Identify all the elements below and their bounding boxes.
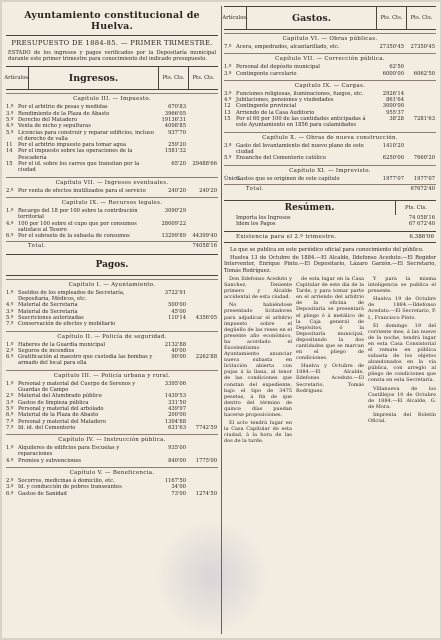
intro-paragraph: ESTADO de los ingresos y pagos verificados por la Depositaría municipal durante este primer trimestre para conocimiento del indicado presupuesto. — [8, 50, 216, 63]
announcement-paragraph: No habiéndose presentado licitadores para adjudicar el arbitrio impuesto sobre el degüello de las reses en el presente año económico, ha acordado el Excelentísimo Ayuntamiento anunciar nueva subasta en licitación abierta con pujas á la llana, al tenor de las condiciones que constan del expediente, bajo el tipo de 3475 pesetas, á fin de que dentro del término de quince días puedan hacerse proposiciones. — [224, 302, 292, 418]
chapter-heading: Capítulo IX. — Recursos legales. — [6, 197, 218, 206]
table-row — [6, 130, 218, 143]
chapter-total: 7281'63 — [413, 116, 435, 123]
item-description: Suscriciones autorizadas — [18, 314, 84, 321]
item-description: Premios y subvenciones — [18, 457, 82, 464]
table-row — [224, 71, 436, 77]
article-number: 12 — [224, 103, 231, 110]
chapter-heading: Capítulo X. — Obras de nueva construcción. — [224, 132, 436, 141]
partial-amount: 935'00 — [168, 445, 186, 452]
article-number: 7.º — [6, 321, 14, 328]
item-description: Derecho del Matadero — [18, 117, 78, 123]
certification-signatures: Huelva 13 de Octubre de 1884.—El Alcalde, Ildefonso Aceduto.—El Regidor Interventor, Enrique Pinto.—El Depositario, Lázaro Garzón.—El Secretario, Tomás Rodríguez. — [224, 255, 436, 274]
partial-amount: 500'00 — [168, 302, 186, 309]
partial-amount: 840'00 — [168, 457, 186, 464]
page-title: Ayuntamiento constitucional de Huelva. — [24, 10, 200, 32]
existencia-label: Existencia para el 2.º trimestre. — [236, 233, 337, 240]
article-number: 15 — [224, 116, 231, 123]
item-description: Material de Secretaría — [18, 308, 78, 315]
article-number: 13 — [224, 109, 231, 116]
table-row — [6, 148, 218, 161]
item-description: Personal y material del Cuerpo de Serenos y Guardas de Campo — [18, 380, 136, 394]
budget-subtitle: PRESUPUESTO DE 1884-85. — PRIMER TRIMESTRE. — [11, 39, 213, 47]
existencia-row — [224, 231, 436, 243]
item-description: Licencias para construir y reparar edificios, incluso el derecho de valla — [18, 129, 154, 142]
ingresos-title: Ingresos. — [29, 67, 159, 89]
article-number: 1.º — [224, 64, 232, 71]
partial-amount: 45'00 — [171, 308, 186, 315]
item-description: Material de Secretaría — [18, 302, 78, 309]
pts-column-label-2: Pts. Cts. — [192, 75, 215, 82]
partial-amount: 13299'89 — [161, 233, 186, 240]
partial-amount: 1439'53 — [164, 393, 186, 400]
chapter-heading: Capítulo III. — Impuesto. — [6, 93, 218, 102]
chapter-heading: Capítulo XI. — Imprevisto. — [224, 165, 436, 174]
item-description: Venta de nicho y sepulturas — [18, 123, 91, 130]
chapter-total: 4356'05 — [195, 314, 217, 321]
announcement-column-1 — [224, 276, 292, 447]
pts-column-label: Pts. Cts. — [159, 67, 189, 89]
partial-amount: 331'50 — [168, 399, 186, 406]
resumen-row-label: Idem los Pagos — [236, 221, 276, 228]
announcement-paragraph: Villanueva de los Castillejos 10 de Octubre de 1884.—El Alcalde, G. de Mora. — [368, 385, 436, 410]
partial-amount: 3966'05 — [164, 110, 186, 117]
gastos-total-label: Total. — [246, 185, 265, 192]
table-row — [6, 188, 218, 194]
table-row — [6, 233, 218, 239]
article-number: 1.º — [6, 289, 14, 296]
table-row — [224, 44, 436, 50]
article-number: 7.º — [224, 44, 232, 50]
chapter-total: 2262'88 — [195, 354, 217, 361]
item-description: Seguros de incendios — [18, 347, 75, 354]
article-number: 7.º — [6, 424, 14, 431]
table-row — [6, 491, 218, 497]
item-description: Por el arbitrio de pesas y medidas — [18, 104, 108, 111]
announcement-paragraph: Don Ildefonso Aceduto y Sanchez, Teniente primero y Alcalde accidental de esta ciudad. — [224, 275, 292, 301]
resumen-pts-label: Pts. Cts. — [395, 201, 436, 215]
partial-amount: 34'00 — [171, 484, 186, 491]
partial-amount: 1304'88 — [164, 418, 186, 425]
gastos-table — [224, 33, 436, 182]
gastos-header — [224, 6, 436, 30]
chapter-heading: Capítulo I. — Ayuntamiento. — [6, 279, 218, 288]
existencia-value: 6.386'06 — [409, 233, 434, 240]
article-number: 5.º — [6, 129, 14, 136]
article-number: 3.º — [6, 399, 14, 406]
partial-amount: 19136'31 — [161, 117, 186, 123]
announcement-paragraph: El domingo 19 del corriente mes, á las nueve de la noche, tendrá lugar en esta Casa Consistorial el remate en pública subasta de los objetos abandonados en la vía pública, con arreglo al pliego de condiciones que consta en esta Secretaría. — [368, 322, 436, 384]
item-description: Personal y material del arbolado — [18, 405, 104, 412]
chapter-total: 240'20 — [199, 187, 217, 194]
article-number: Único. — [224, 175, 241, 182]
partial-amount: 3000'00 — [382, 103, 404, 110]
table-row — [224, 143, 436, 156]
partial-amount: 955'37 — [386, 109, 404, 116]
partial-amount: 65'20 — [171, 161, 186, 168]
title-rule — [6, 35, 218, 36]
chapter-heading: Capítulo VI. — Obras públicas. — [224, 33, 436, 42]
item-description: Por el arbitrio impuesto para tomar agua — [18, 142, 127, 149]
chapter-total: 27350'45 — [410, 44, 435, 50]
article-number: 15 — [6, 161, 13, 168]
item-description: Gastos de limpieza pública — [18, 399, 89, 406]
announcement-paragraph: Huelva y Octubre de 1884.—El Alcalde, Ildefonso Aceduto.—El Secretario, Tomás Rodríguez. — [296, 363, 364, 394]
resumen-header — [224, 201, 436, 215]
column-divider — [221, 6, 222, 634]
partial-amount: 3722'91 — [164, 289, 186, 296]
item-description: Recargo del 18 por 100 sobre la contribución territorial — [18, 207, 138, 221]
ingresos-total-label: Total. — [28, 243, 47, 250]
partial-amount: 73'00 — [171, 490, 186, 497]
table-row — [6, 161, 218, 174]
partial-amount: 28009'22 — [161, 220, 186, 227]
article-number: 3.º — [224, 90, 232, 97]
chapter-total: 1775'00 — [195, 457, 217, 464]
item-description: Id. y conducción de pobres transeuntes — [18, 484, 122, 491]
partial-amount: 1977'07 — [382, 175, 404, 182]
item-description: Ensanche del Cementerio católico — [236, 155, 326, 162]
item-description: Socorros, medicinas á domicilio, etc. — [18, 477, 115, 484]
chapter-heading: Capítulo VII. — Corrección pública. — [224, 53, 436, 62]
article-number: 11 — [6, 142, 13, 149]
table-row — [6, 381, 218, 394]
article-number: 4.º — [6, 123, 14, 130]
partial-amount: 38'28 — [389, 116, 404, 123]
item-description: Personal y material del Matadero — [18, 418, 106, 425]
article-number: 2.º — [6, 187, 14, 194]
gastos-total-value: 67672'40 — [410, 185, 435, 192]
partial-amount: 6250'00 — [382, 155, 404, 162]
article-number: 4.º — [6, 220, 14, 227]
table-row — [6, 425, 218, 431]
article-number: 5.º — [6, 117, 14, 123]
item-description: Sueldos de los empleados de Secretaría, Depositaría, Médicos, etc. — [18, 289, 125, 303]
chapter-heading: Capítulo IV. — Instrucción pública. — [6, 434, 218, 443]
pts-column-label: Pts. Cts. — [377, 7, 407, 29]
announcement-paragraph: de esta lugar en la Casa Capitular de este día de la Tarde, y para tomar parte en el arriendo del arbitrio de la oficina de Depositaría se presentará el pliego ó á metálico de la Caja general de Depósitos, ó la Depositaría municipal, depositando la dos cantidades que se marcan en el pliego de condiciones. — [296, 275, 364, 362]
pagos-table — [6, 279, 218, 497]
articles-column-label: Artículos. — [6, 67, 29, 89]
certification-block — [224, 247, 436, 274]
item-description: Por el impuesto sobre las operaciones de la Pescadería — [18, 148, 133, 161]
resumen-row — [224, 221, 436, 227]
announcement-paragraph: Imprenta del Boletín Oficial. — [368, 411, 436, 424]
announcements — [224, 276, 436, 447]
item-description: Contingente provincial — [236, 103, 297, 110]
announcement-column-3 — [368, 276, 436, 447]
article-number: 3.º — [6, 484, 14, 491]
partial-amount: 3395'06 — [164, 380, 186, 387]
chapter-heading: Capítulo III. — Policía urbana y rural. — [6, 370, 218, 379]
partial-amount: 90'00 — [171, 354, 186, 361]
item-description: Por venta de efectos inutilizados para el servicio — [18, 187, 146, 194]
item-description: Arriendo de la Casa Auditorio — [236, 109, 315, 116]
item-description: Gasto del levantamiento del nuevo plano de este ciudad — [236, 142, 364, 155]
article-number: 3.º — [224, 70, 232, 77]
item-description: Acera, empedrados, alcantarillado, etc. — [236, 44, 340, 50]
item-description: Haberes de la Guardia municipal — [18, 341, 105, 348]
article-number: 6.º — [6, 412, 14, 419]
table-row — [6, 354, 218, 367]
table-row — [6, 445, 218, 458]
article-number: 5.º — [224, 155, 232, 162]
item-description: Gratificación al maestro que custodia las bombas y armado del local para ella — [18, 354, 153, 367]
table-row — [6, 221, 218, 234]
chapter-total: 7742'59 — [195, 424, 217, 431]
article-number: 5.º — [6, 314, 14, 321]
item-description: Por el 60 por 100 de las cantidades anticipadas á este Ayuntamiento en 1856 para calamidades — [236, 116, 366, 129]
partial-amount: 2926'14 — [382, 90, 404, 97]
partial-amount: 937'70 — [168, 129, 186, 136]
article-number: 4.º — [6, 457, 14, 464]
gastos-title: Gastos. — [247, 7, 377, 29]
article-number: 2.º — [6, 347, 14, 354]
article-number: 1.º — [6, 380, 14, 387]
article-number: 3.º — [6, 308, 14, 315]
item-description: Contingente carcelario — [236, 70, 297, 77]
right-column — [224, 2, 436, 638]
item-description: Gastos de Sanidad — [18, 490, 67, 497]
article-number: 1.º — [6, 104, 14, 111]
announcement-paragraph: Huelva 19 de Octubre de 1884.—Ildefonso Aceduto.—El Secretario, P. I., Francisco Pinto. — [368, 296, 436, 321]
partial-amount: 6000'00 — [382, 70, 404, 77]
ingresos-total-row — [6, 241, 218, 249]
chapter-total: 7660'20 — [413, 155, 435, 162]
table-row — [224, 155, 436, 161]
chapter-heading: Capítulo IX. — Cargas. — [224, 80, 436, 89]
resumen-row-value: 74 058'16 — [408, 215, 435, 222]
article-number: 14 — [6, 148, 13, 155]
table-row — [6, 458, 218, 464]
table-row — [224, 176, 436, 182]
ingresos-table — [6, 93, 218, 239]
ingresos-header — [6, 66, 218, 90]
partial-amount: 2132'88 — [164, 341, 186, 348]
item-description: Por el subrasto de la subasta de consumos — [18, 233, 130, 240]
partial-amount: 1410'20 — [382, 142, 404, 149]
item-description: Rendimiento de la Plaza de Abasto — [18, 110, 110, 117]
chapter-total: 1977'07 — [413, 175, 435, 182]
chapter-total: 44399'40 — [192, 233, 217, 240]
resumen-title: Resúmen. — [284, 203, 335, 214]
article-number: 3.º — [6, 110, 14, 117]
item-description: Jubilaciones, pensiones y viudedades — [236, 97, 334, 104]
ingresos-total-value: 74058'16 — [192, 243, 217, 250]
announcement-paragraph: Y para la misma inteligencia se publica el presente. — [368, 275, 436, 295]
article-number: 6.º — [6, 354, 14, 361]
article-number: 4.º — [6, 302, 14, 309]
article-number: 2.º — [6, 393, 14, 400]
pagos-title: Pagos. — [6, 254, 218, 276]
table-row — [6, 290, 218, 303]
partial-amount: 40'00 — [171, 347, 186, 354]
partial-amount: 240'20 — [168, 187, 186, 194]
partial-amount: 200'00 — [168, 412, 186, 419]
partial-amount: 861'64 — [386, 97, 404, 104]
item-description: Conservación de efectos y mobiliario — [18, 321, 116, 328]
partial-amount: 110'14 — [168, 314, 186, 321]
announcement-paragraph: El acto tendrá lugar en la Casa Capitular de esta ciudad, á la hora de las dos de la tarde. — [224, 420, 292, 445]
partial-amount: 439'97 — [168, 405, 186, 412]
resumen-row-label: Importa los Ingresos — [236, 215, 291, 222]
certification-lead: Lo que se publica en este periódico oficial para conocimiento del público. — [230, 246, 424, 253]
item-description: Id. id. del Cementerio — [18, 424, 76, 431]
article-number: 5.º — [6, 405, 14, 412]
chapter-total: 29488'66 — [192, 161, 217, 168]
chapter-total: 6062'50 — [413, 70, 435, 77]
article-number: 6.º — [6, 490, 14, 497]
item-description: Por el id. sobre los carros que transitan por la ciudad — [18, 161, 140, 174]
item-description: Material del Alumbrado público — [18, 393, 102, 400]
item-description: Gastos que se origínen de este capítulo — [236, 175, 340, 182]
article-number: 1.º — [6, 445, 14, 452]
article-number: 2.º — [6, 477, 14, 484]
item-description: Personal del depósito municipal — [236, 64, 320, 71]
article-number: 6.º — [6, 233, 14, 240]
partial-amount: 1581'32 — [164, 148, 186, 155]
chapter-heading: Capítulo II. — Policía de seguridad. — [6, 331, 218, 340]
partial-amount: 4098'85 — [164, 123, 186, 130]
chapter-heading: Capítulo VII. — Ingresos eventuales. — [6, 177, 218, 186]
resumen-section — [224, 200, 436, 243]
gastos-total-row — [224, 184, 436, 192]
partial-amount: 62'50 — [389, 64, 404, 71]
partial-amount: 3090'29 — [164, 207, 186, 214]
left-column — [6, 2, 218, 638]
partial-amount: 259'20 — [168, 142, 186, 149]
page — [2, 2, 440, 638]
announcement-column-2 — [296, 276, 364, 447]
table-row — [6, 321, 218, 327]
table-row — [6, 208, 218, 221]
item-description: Material de la Plaza de Abasto — [18, 412, 99, 419]
article-number: 1.º — [6, 341, 14, 348]
item-description: Alquileres de edificios para Escuelas y reparaciones — [18, 445, 120, 458]
pts-column-label-2: Pts. Cts. — [410, 15, 433, 21]
item-description: Funciones religiosas, iluminaciones, fuegos, etc. — [236, 90, 364, 97]
partial-amount: 670'83 — [168, 104, 186, 111]
chapter-heading: Capítulo V. — Beneficencia. — [6, 467, 218, 476]
table-row — [224, 116, 436, 129]
article-number: 1.º — [6, 207, 14, 214]
partial-amount: 631'63 — [168, 424, 186, 431]
item-description: 100 por 100 sobre el cupo que por consumos satisface al Tesoro — [18, 220, 137, 233]
article-number: 3.º — [224, 142, 232, 149]
article-number: 4.º — [224, 97, 232, 104]
chapter-total: 1274'50 — [195, 490, 217, 497]
partial-amount: 1167'50 — [164, 477, 186, 484]
articles-column-label: Artículos. — [224, 7, 247, 29]
article-number: 7.º — [6, 418, 14, 425]
resumen-row-value: 67 672'40 — [408, 221, 435, 228]
partial-amount: 27350'45 — [379, 44, 404, 50]
